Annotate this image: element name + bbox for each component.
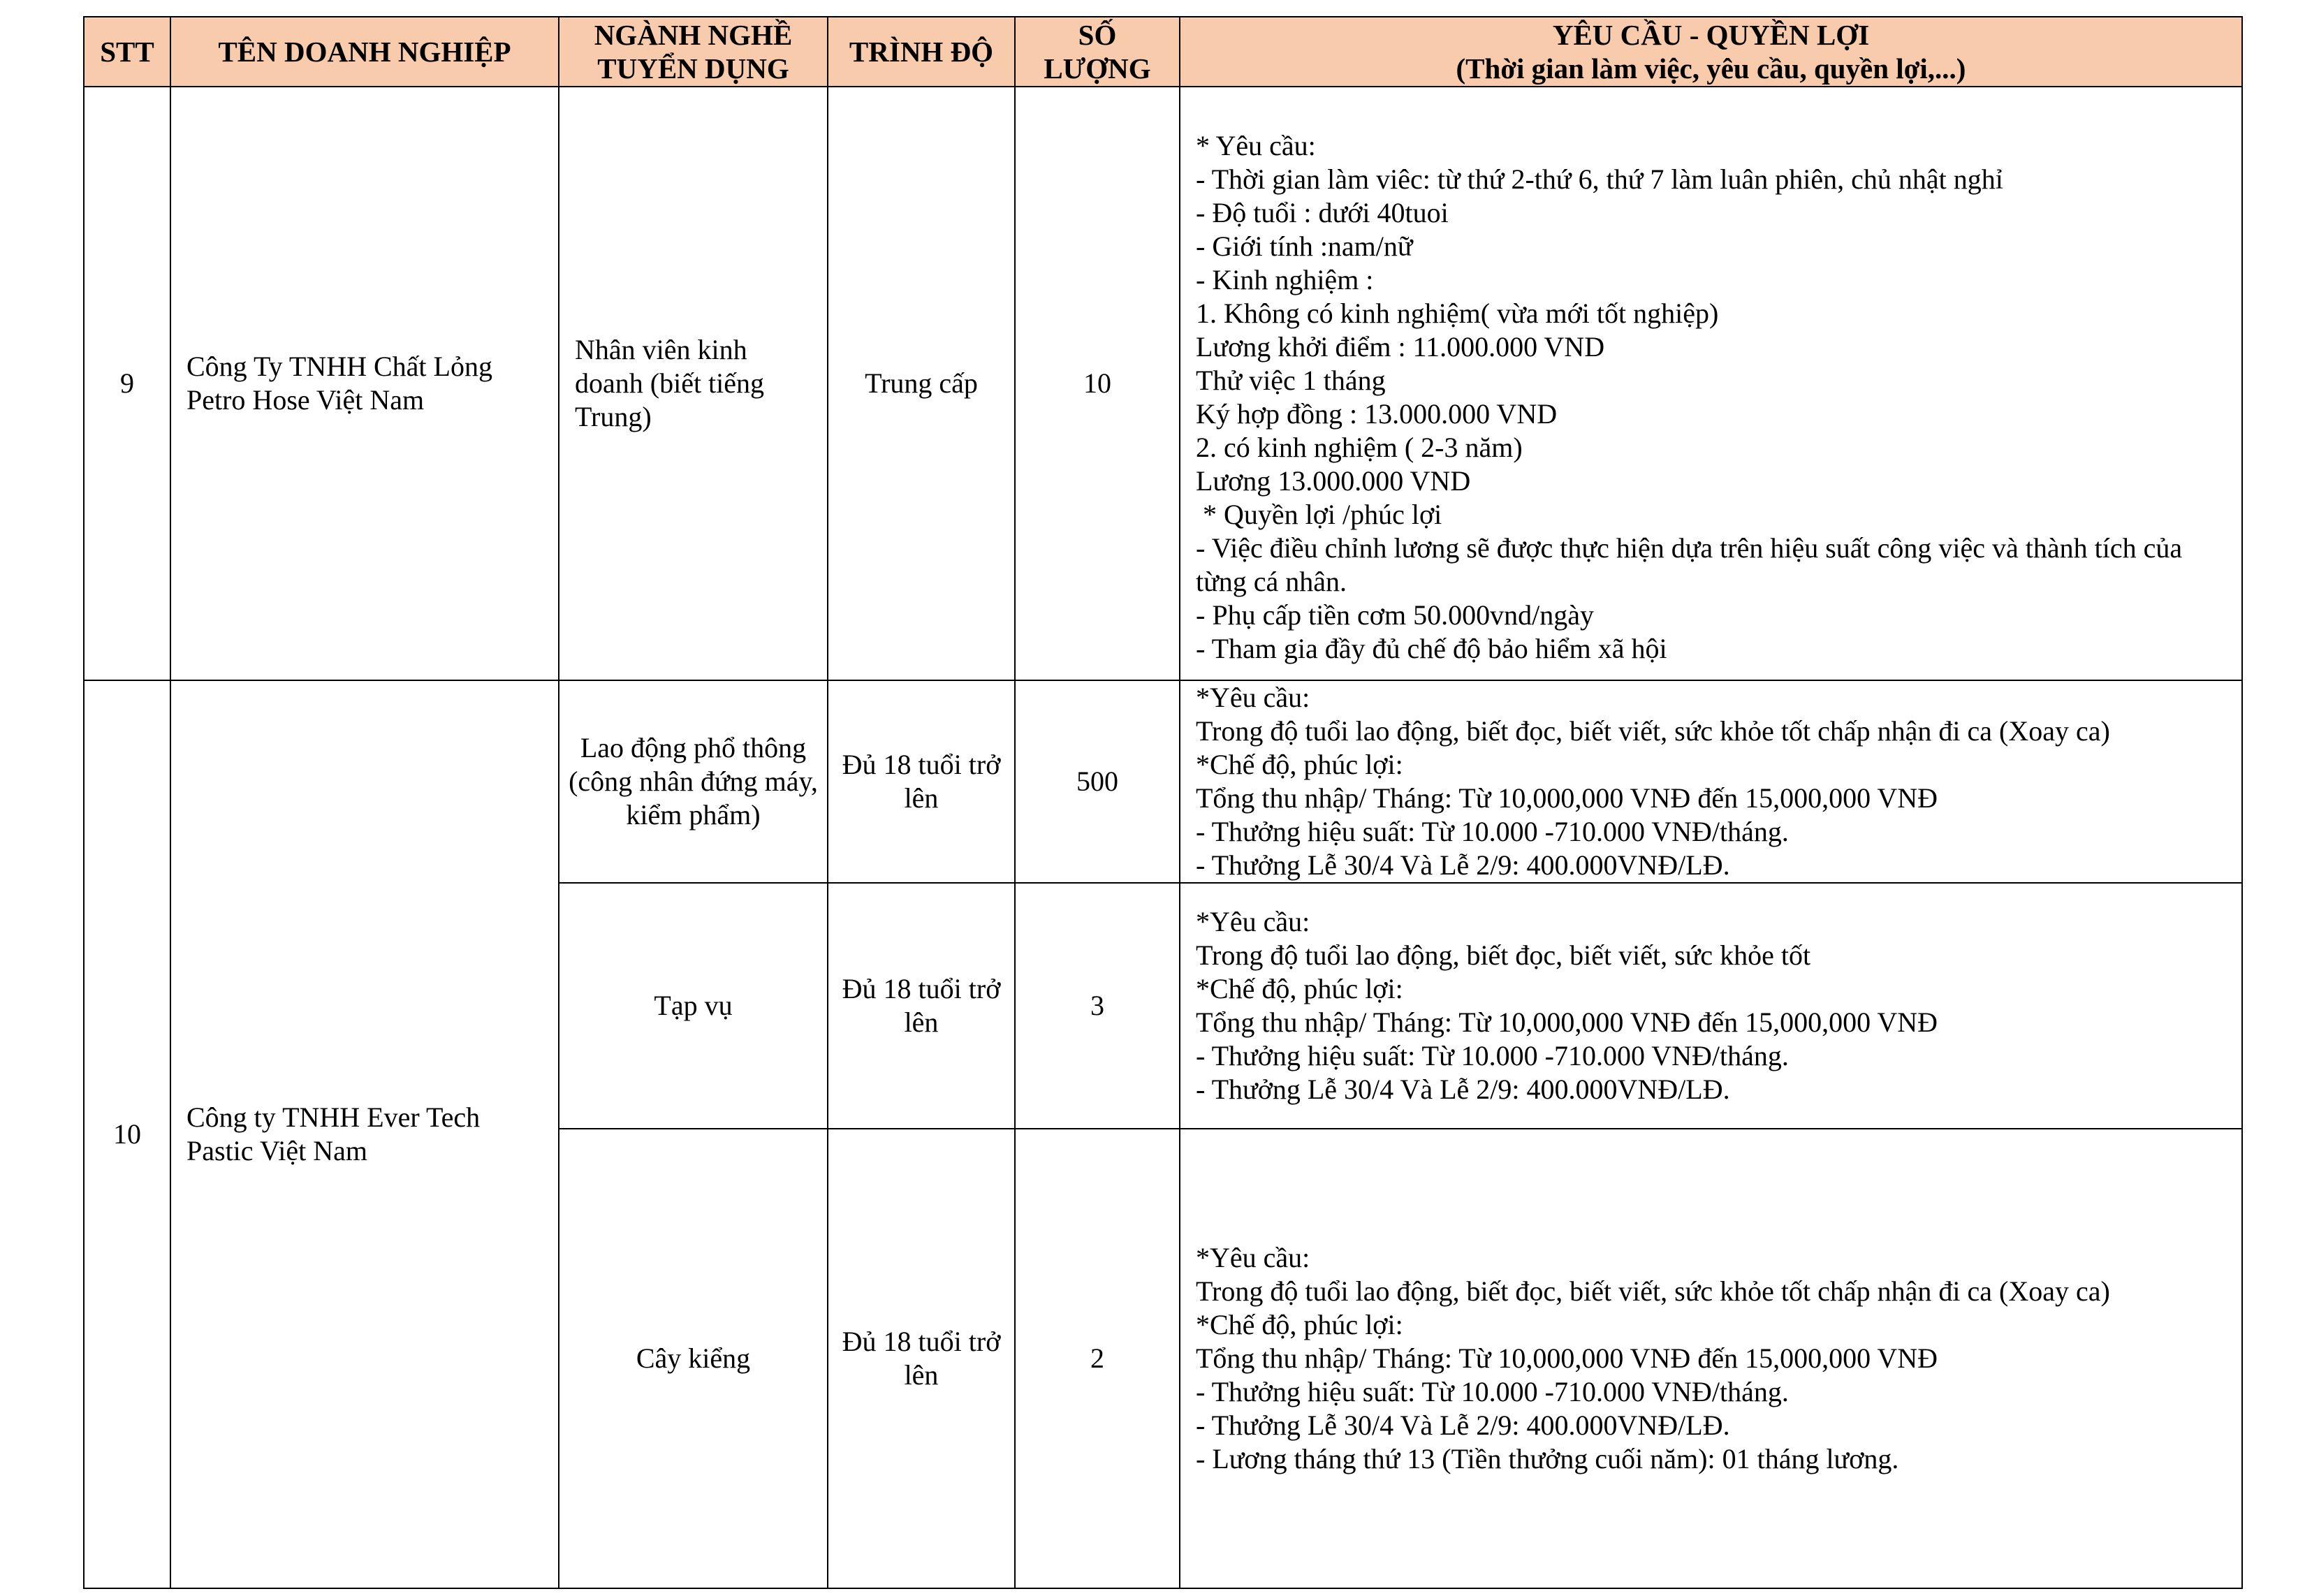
requirement-line: 1. Không có kinh nghiệm( vừa mới tốt nghiệp)	[1196, 298, 1719, 329]
occupation-cell: Lao động phổ thông (công nhân đứng máy, kiểm phẩm)	[559, 680, 828, 883]
requirement-line: - Thưởng Lễ 30/4 Và Lễ 2/9: 400.000VNĐ/LĐ.	[1196, 1410, 1730, 1441]
requirements-cell	[1180, 883, 2242, 1129]
requirement-line: - Giới tính :nam/nữ	[1196, 230, 1413, 262]
company-cell: Công Ty TNHH Chất Lỏng Petro Hose Việt Nam	[170, 87, 559, 680]
header-company: TÊN DOANH NGHIỆP	[170, 17, 559, 87]
requirement-line: - Thưởng hiệu suất: Từ 10.000 -710.000 VNĐ/tháng.	[1196, 1376, 1789, 1407]
requirement-line: 2. có kinh nghiệm ( 2-3 năm)	[1196, 432, 1523, 463]
occupation-cell: Tạp vụ	[559, 883, 828, 1129]
requirement-line: *Yêu cầu:	[1196, 906, 1310, 937]
quantity-cell: 10	[1015, 87, 1180, 680]
quantity-cell: 500	[1015, 680, 1180, 883]
requirement-line: - Việc điều chỉnh lương sẽ được thực hiện dựa trên hiệu suất công việc và thành tích của từng cá nhân.	[1196, 532, 2190, 597]
level-cell: Trung cấp	[828, 87, 1015, 680]
requirements-cell	[1180, 1129, 2242, 1588]
level-cell: Đủ 18 tuổi trở lên	[828, 1129, 1015, 1588]
table-header-row	[84, 17, 2242, 87]
requirement-line: Lương 13.000.000 VND	[1196, 465, 1471, 497]
requirement-line: Thử việc 1 tháng	[1196, 365, 1386, 396]
level-cell: Đủ 18 tuổi trở lên	[828, 680, 1015, 883]
requirements-cell	[1180, 87, 2242, 680]
requirement-line: - Thưởng Lễ 30/4 Và Lễ 2/9: 400.000VNĐ/LĐ.	[1196, 849, 1730, 881]
table-row	[84, 680, 2242, 883]
requirement-line: *Chế độ, phúc lợi:	[1196, 749, 1403, 780]
header-requirements	[1180, 17, 2242, 87]
requirement-line: Tổng thu nhập/ Tháng: Từ 10,000,000 VNĐ đến 15,000,000 VNĐ	[1196, 782, 1938, 814]
level-cell: Đủ 18 tuổi trở lên	[828, 883, 1015, 1129]
requirement-line: Tổng thu nhập/ Tháng: Từ 10,000,000 VNĐ đến 15,000,000 VNĐ	[1196, 1342, 1938, 1374]
requirement-line: Ký hợp đồng : 13.000.000 VND	[1196, 398, 1558, 430]
header-occupation-line1: NGÀNH NGHỀ	[594, 19, 793, 51]
requirement-line: - Tham gia đầy đủ chế độ bảo hiểm xã hội	[1196, 633, 1667, 664]
stt-cell: 10	[84, 680, 170, 1588]
requirement-line: Trong độ tuổi lao động, biết đọc, biết viết, sức khỏe tốt chấp nhận đi ca (Xoay ca)	[1196, 1275, 2110, 1307]
requirement-line: - Kinh nghiệm :	[1196, 264, 1374, 295]
header-occupation	[559, 17, 828, 87]
header-quantity-line2: LƯỢNG	[1044, 52, 1151, 85]
header-requirements-line1: YÊU CẦU - QUYỀN LỢI	[1552, 19, 1870, 51]
requirement-line: - Độ tuổi : dưới 40tuoi	[1196, 197, 1449, 228]
requirement-line: - Thời gian làm viêc: từ thứ 2-thứ 6, thứ 7 làm luân phiên, chủ nhật nghỉ	[1196, 163, 2003, 195]
requirement-line: Tổng thu nhập/ Tháng: Từ 10,000,000 VNĐ đến 15,000,000 VNĐ	[1196, 1006, 1938, 1038]
header-requirements-line2: (Thời gian làm việc, yêu cầu, quyền lợi,...)	[1456, 52, 1966, 85]
header-occupation-line2: TUYỂN DỤNG	[597, 52, 789, 85]
requirement-line: - Lương tháng thứ 13 (Tiền thưởng cuối năm): 01 tháng lương.	[1196, 1443, 1899, 1474]
quantity-cell: 3	[1015, 883, 1180, 1129]
requirement-line: Lương khởi điểm : 11.000.000 VND	[1196, 331, 1605, 363]
requirement-line: - Thưởng hiệu suất: Từ 10.000 -710.000 VNĐ/tháng.	[1196, 1040, 1789, 1071]
occupation-cell: Cây kiểng	[559, 1129, 828, 1588]
requirement-line: *Yêu cầu:	[1196, 1242, 1310, 1273]
requirement-line: - Thưởng hiệu suất: Từ 10.000 -710.000 VNĐ/tháng.	[1196, 816, 1789, 847]
header-quantity-line1: SỐ	[1078, 19, 1117, 51]
requirement-line: Trong độ tuổi lao động, biết đọc, biết viết, sức khỏe tốt chấp nhận đi ca (Xoay ca)	[1196, 715, 2110, 747]
quantity-cell: 2	[1015, 1129, 1180, 1588]
stt-cell: 9	[84, 87, 170, 680]
requirement-line: - Phụ cấp tiền cơm 50.000vnd/ngày	[1196, 599, 1594, 631]
recruitment-table	[83, 16, 2243, 1589]
occupation-cell: Nhân viên kinh doanh (biết tiếng Trung)	[559, 87, 828, 680]
requirement-line: *Chế độ, phúc lợi:	[1196, 1309, 1403, 1340]
requirement-line: *Yêu cầu:	[1196, 682, 1310, 713]
requirement-line: Trong độ tuổi lao động, biết đọc, biết viết, sức khỏe tốt	[1196, 939, 1811, 971]
company-cell: Công ty TNHH Ever Tech Pastic Việt Nam	[170, 680, 559, 1588]
requirements-cell	[1180, 680, 2242, 883]
header-stt: STT	[84, 17, 170, 87]
header-level: TRÌNH ĐỘ	[828, 17, 1015, 87]
table-row	[84, 87, 2242, 680]
requirement-line: * Yêu cầu:	[1196, 130, 1316, 161]
requirement-line: * Quyền lợi /phúc lợi	[1196, 499, 1442, 530]
requirement-line: - Thưởng Lễ 30/4 Và Lễ 2/9: 400.000VNĐ/LĐ.	[1196, 1074, 1730, 1105]
requirement-line: *Chế độ, phúc lợi:	[1196, 973, 1403, 1004]
header-quantity	[1015, 17, 1180, 87]
